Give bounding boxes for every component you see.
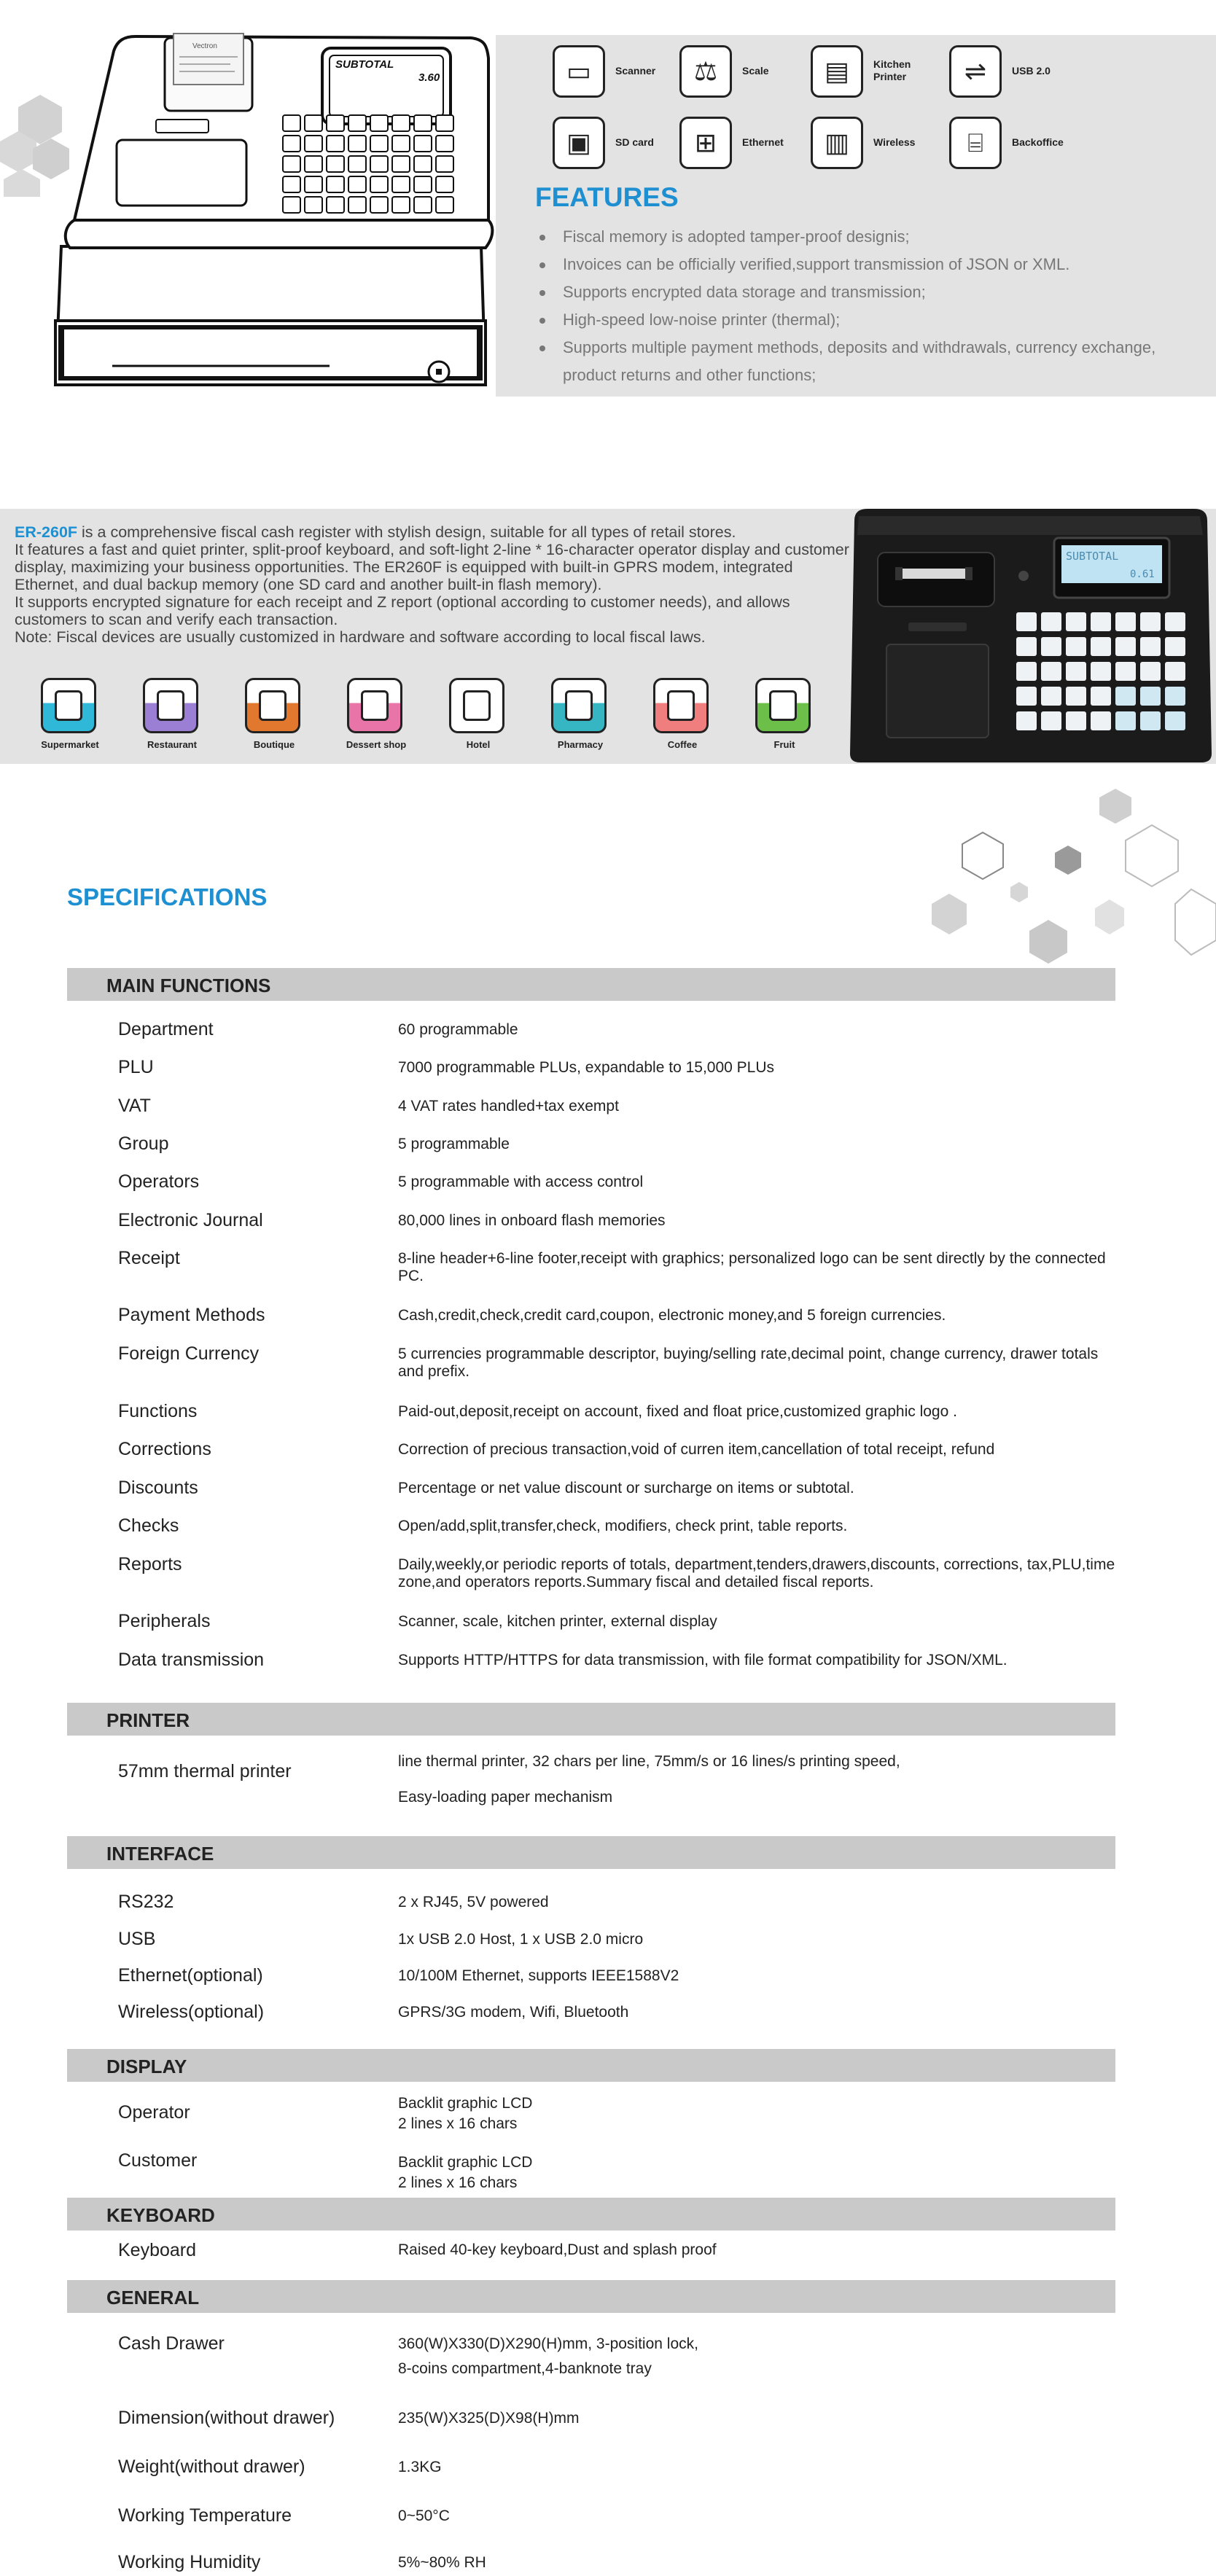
section-title: INTERFACE: [106, 1843, 214, 1865]
register-key: [436, 136, 453, 152]
spec-key: Cash Drawer: [118, 2333, 225, 2354]
register-key: [327, 176, 344, 192]
product-key: [1115, 662, 1136, 681]
feature-item: Supports multiple payment methods, deposits and withdrawals, currency exchange, product returns and other functions;: [539, 334, 1210, 389]
register-key: [370, 176, 388, 192]
category-label: Boutique: [253, 739, 295, 750]
register-key: [370, 197, 388, 213]
category-label: Fruit: [773, 739, 795, 750]
register-key: [436, 156, 453, 172]
scanner-icon: ▭: [553, 45, 605, 98]
spec-value: Scanner, scale, kitchen printer, external display: [398, 1613, 717, 1630]
scale-icon: ⚖: [679, 45, 732, 98]
product-key: [1016, 637, 1037, 656]
register-key: [392, 115, 410, 131]
register-key: [370, 115, 388, 131]
product-key: [1041, 612, 1061, 631]
spec-value: 5%~80% RH: [398, 2554, 486, 2571]
spec-value: Correction of precious transaction,void of curren item,cancellation of total receipt, refund: [398, 1441, 995, 1458]
spec-value: Easy-loading paper mechanism: [398, 1789, 613, 1806]
spec-value: Raised 40-key keyboard,Dust and splash proof: [398, 2241, 717, 2258]
spec-key: RS232: [118, 1892, 174, 1912]
spec-key: Data transmission: [118, 1650, 265, 1670]
product-keypad: [1016, 612, 1185, 730]
register-key: [283, 115, 300, 131]
product-key: [1066, 612, 1086, 631]
spec-key: Corrections: [118, 1439, 211, 1459]
product-key: [1140, 662, 1161, 681]
register-key: [392, 156, 410, 172]
category-label: Supermarket: [41, 739, 99, 750]
category-glyph: [565, 690, 593, 721]
product-key: [1091, 662, 1111, 681]
features-list: [539, 223, 1210, 389]
restaurant-icon: [143, 678, 198, 733]
product-key: [1115, 637, 1136, 656]
spec-key: Discounts: [118, 1478, 198, 1498]
product-key: [1041, 662, 1061, 681]
product-display-line2: 0.61: [1130, 569, 1155, 580]
peripheral-label: Scale: [742, 65, 769, 77]
spec-key: Wireless(optional): [118, 2002, 265, 2022]
spec-value: 4 VAT rates handled+tax exempt: [398, 1098, 619, 1115]
spec-value: 360(W)X330(D)X290(H)mm, 3-position lock,: [398, 2335, 698, 2352]
spec-value: GPRS/3G modem, Wifi, Bluetooth: [398, 2004, 629, 2021]
spec-key: Receipt: [118, 1248, 180, 1268]
spec-value: 80,000 lines in onboard flash memories: [398, 1212, 666, 1229]
feature-item: Fiscal memory is adopted tamper-proof designis;: [539, 223, 1210, 251]
section-title: DISPLAY: [106, 2056, 187, 2077]
sd-card-icon: ▣: [553, 117, 605, 169]
register-key: [327, 197, 344, 213]
receipt-brand: Vectron: [192, 42, 217, 50]
pharmacy-icon: [551, 678, 607, 733]
category-glyph: [361, 690, 389, 721]
register-key: [414, 136, 432, 152]
features-title: FEATURES: [535, 182, 679, 212]
spec-key: PLU: [118, 1057, 154, 1077]
spec-key: Operators: [118, 1171, 200, 1192]
spec-key: Operator: [118, 2102, 190, 2123]
register-key: [436, 115, 453, 131]
spec-key: Peripherals: [118, 1611, 211, 1631]
register-key: [305, 136, 322, 152]
register-key: [436, 197, 453, 213]
product-key: [1165, 637, 1185, 656]
section-header-interface: [67, 1836, 1115, 1869]
category-glyph: [259, 690, 287, 721]
product-key: [1140, 612, 1161, 631]
category-label: Pharmacy: [557, 739, 604, 750]
spec-key: Customer: [118, 2150, 198, 2171]
category-glyph: [55, 690, 82, 721]
product-key: [1165, 662, 1185, 681]
peripheral-label: Scanner: [615, 65, 656, 77]
register-key: [370, 136, 388, 152]
hexagon-decoration: [904, 780, 1216, 999]
category-label: Dessert shop: [346, 739, 407, 750]
register-key: [327, 136, 344, 152]
product-key: [1016, 612, 1037, 631]
category-glyph: [667, 690, 695, 721]
product-key: [1091, 612, 1111, 631]
spec-key: Keyboard: [118, 2240, 197, 2260]
register-key: [305, 115, 322, 131]
register-key: [392, 136, 410, 152]
spec-value: Backlit graphic LCD: [398, 2095, 533, 2112]
category-label: Coffee: [667, 739, 698, 750]
feature-item: Invoices can be officially verified,support transmission of JSON or XML.: [539, 251, 1210, 278]
register-key: [305, 156, 322, 172]
spec-value: 2 lines x 16 chars: [398, 2174, 518, 2191]
product-key: [1115, 711, 1136, 730]
spec-value: 10/100M Ethernet, supports IEEE1588V2: [398, 1967, 679, 1984]
intro-line: It features a fast and quiet printer, split-proof keyboard, and soft-light 2-line * 16-character operator display and customer display, maximizing your business opportunities. The ER260F is equipped with built-in GPRS modem, integrated Ethernet, and dual backup memory (one SD card and another built-in flash memory).: [15, 541, 849, 593]
section-header-main-functions: [67, 968, 1115, 1001]
spec-value: 1x USB 2.0 Host, 1 x USB 2.0 micro: [398, 1931, 644, 1948]
product-key: [1165, 612, 1185, 631]
product-key: [1091, 637, 1111, 656]
product-key: [1041, 687, 1061, 706]
register-key: [348, 156, 366, 172]
register-key: [283, 156, 300, 172]
intro-line: It supports encrypted signature for each receipt and Z report (optional according to customer needs), and allows customers to scan and verify each transaction.: [15, 593, 790, 628]
spec-key: Payment Methods: [118, 1305, 265, 1325]
register-key: [283, 197, 300, 213]
product-key: [1140, 637, 1161, 656]
coffee-icon: [653, 678, 709, 733]
product-key: [1140, 711, 1161, 730]
spec-key: VAT: [118, 1096, 151, 1116]
register-display-value: 3.60: [418, 71, 440, 84]
specifications-title: SPECIFICATIONS: [67, 883, 268, 910]
spec-value: Supports HTTP/HTTPS for data transmission, with file format compatibility for JSON/XML.: [398, 1652, 1008, 1668]
product-key: [1066, 637, 1086, 656]
product-key: [1041, 711, 1061, 730]
register-key: [283, 136, 300, 152]
peripheral-label: Wireless: [873, 136, 916, 148]
spec-value: 1.3KG: [398, 2459, 442, 2475]
backoffice-icon: ⌸: [949, 117, 1002, 169]
register-key: [327, 156, 344, 172]
category-label: Restaurant: [147, 739, 197, 750]
spec-value: 8-line header+6-line footer,receipt with graphics; personalized logo can be sent directly by the connected PC.: [398, 1250, 1106, 1284]
peripheral-label: SD card: [615, 136, 654, 148]
section-title: PRINTER: [106, 1709, 190, 1731]
product-key: [1165, 711, 1185, 730]
peripheral-label: Ethernet: [742, 136, 784, 148]
spec-key: Electronic Journal: [118, 1210, 263, 1230]
register-key: [392, 197, 410, 213]
section-title: KEYBOARD: [106, 2204, 215, 2226]
register-key: [327, 115, 344, 131]
kitchen-printer-icon: ▤: [811, 45, 863, 98]
spec-value: 0~50°C: [398, 2507, 450, 2524]
spec-value: Percentage or net value discount or surcharge on items or subtotal.: [398, 1480, 854, 1496]
intro-line: is a comprehensive fiscal cash register with stylish design, suitable for all types of retail stores.: [77, 523, 736, 541]
spec-key: Ethernet(optional): [118, 1965, 263, 1986]
category-glyph: [463, 690, 491, 721]
spec-key: Weight(without drawer): [118, 2456, 305, 2477]
peripheral-label: USB 2.0: [1012, 65, 1051, 77]
register-key: [348, 176, 366, 192]
spec-key: USB: [118, 1929, 156, 1949]
usb-icon: ⇌: [949, 45, 1002, 98]
spec-value: 2 lines x 16 chars: [398, 2115, 518, 2132]
product-photo: [844, 506, 1216, 764]
spec-value: 60 programmable: [398, 1021, 518, 1038]
cash-register-illustration: [48, 29, 544, 397]
spec-key: Working Humidity: [118, 2552, 261, 2572]
register-display-title: SUBTOTAL: [335, 58, 394, 71]
spec-value: 235(W)X325(D)X98(H)mm: [398, 2410, 580, 2427]
register-key: [414, 115, 432, 131]
section-title: MAIN FUNCTIONS: [106, 975, 271, 996]
product-key: [1115, 612, 1136, 631]
register-key: [305, 176, 322, 192]
spec-value: Daily,weekly,or periodic reports of totals, department,tenders,drawers,discounts, corrections, tax,PLU,time zone,and operators reports.Summary fiscal and detailed fiscal reports.: [398, 1556, 1115, 1591]
spec-key: Department: [118, 1019, 214, 1039]
register-key: [348, 197, 366, 213]
product-key: [1016, 662, 1037, 681]
register-key: [392, 176, 410, 192]
section-header-general: [67, 2280, 1115, 2313]
fruit-icon: [755, 678, 811, 733]
section-header-keyboard: [67, 2198, 1115, 2230]
product-key: [1066, 711, 1086, 730]
spec-value: Cash,credit,check,credit card,coupon, electronic money,and 5 foreign currencies.: [398, 1307, 946, 1324]
spec-value: Backlit graphic LCD: [398, 2154, 533, 2171]
peripheral-label: Backoffice: [1012, 136, 1064, 148]
register-key: [348, 136, 366, 152]
product-key: [1016, 687, 1037, 706]
spec-value: 5 currencies programmable descriptor, buying/selling rate,decimal point, change currency, drawer totals and prefix.: [398, 1346, 1099, 1380]
register-key: [370, 156, 388, 172]
spec-key: Group: [118, 1133, 169, 1154]
category-glyph: [157, 690, 184, 721]
boutique-icon: [245, 678, 300, 733]
peripheral-label: Kitchen Printer: [873, 58, 911, 82]
category-glyph: [769, 690, 797, 721]
feature-item: Supports encrypted data storage and transmission;: [539, 278, 1210, 306]
register-key: [348, 115, 366, 131]
dessert-shop-icon: [347, 678, 402, 733]
spec-value: 7000 programmable PLUs, expandable to 15,000 PLUs: [398, 1059, 774, 1076]
register-key: [414, 197, 432, 213]
spec-value: Paid-out,deposit,receipt on account, fixed and float price,customized graphic logo .: [398, 1403, 957, 1420]
spec-value: 5 programmable with access control: [398, 1174, 644, 1190]
product-model: ER-260F: [15, 523, 78, 541]
product-key: [1140, 687, 1161, 706]
spec-value: line thermal printer, 32 chars per line, 75mm/s or 16 lines/s printing speed,: [398, 1753, 900, 1770]
product-key: [1165, 687, 1185, 706]
category-label: Hotel: [466, 739, 491, 750]
product-key: [1016, 711, 1037, 730]
section-header-display: [67, 2049, 1115, 2082]
spec-key: Foreign Currency: [118, 1343, 260, 1364]
product-key: [1091, 711, 1111, 730]
spec-key: Checks: [118, 1515, 179, 1536]
spec-value: Open/add,split,transfer,check, modifiers, check print, table reports.: [398, 1518, 848, 1534]
intro-text: [15, 523, 860, 646]
product-key: [1091, 687, 1111, 706]
spec-value: 8-coins compartment,4-banknote tray: [398, 2360, 652, 2377]
product-key: [1066, 687, 1086, 706]
spec-key: Dimension(without drawer): [118, 2408, 335, 2428]
spec-key: Working Temperature: [118, 2505, 292, 2526]
spec-value: 2 x RJ45, 5V powered: [398, 1894, 549, 1910]
register-key: [414, 156, 432, 172]
product-key: [1115, 687, 1136, 706]
hotel-icon: [449, 678, 504, 733]
register-key: [305, 197, 322, 213]
product-display-line1: SUBTOTAL: [1066, 550, 1119, 563]
section-title: GENERAL: [106, 2287, 200, 2308]
register-key: [283, 176, 300, 192]
register-key: [436, 176, 453, 192]
register-key: [414, 176, 432, 192]
product-key: [1066, 662, 1086, 681]
spec-value: 5 programmable: [398, 1136, 510, 1152]
section-header-printer: [67, 1703, 1115, 1736]
feature-item: High-speed low-noise printer (thermal);: [539, 306, 1210, 334]
supermarket-icon: [41, 678, 96, 733]
product-key: [1041, 637, 1061, 656]
wireless-icon: ▥: [811, 117, 863, 169]
spec-key: Functions: [118, 1401, 198, 1421]
spec-key: Reports: [118, 1554, 182, 1574]
ethernet-icon: ⊞: [679, 117, 732, 169]
intro-line: Note: Fiscal devices are usually customized in hardware and software according to local fiscal laws.: [15, 628, 706, 646]
spec-key: 57mm thermal printer: [118, 1761, 292, 1781]
